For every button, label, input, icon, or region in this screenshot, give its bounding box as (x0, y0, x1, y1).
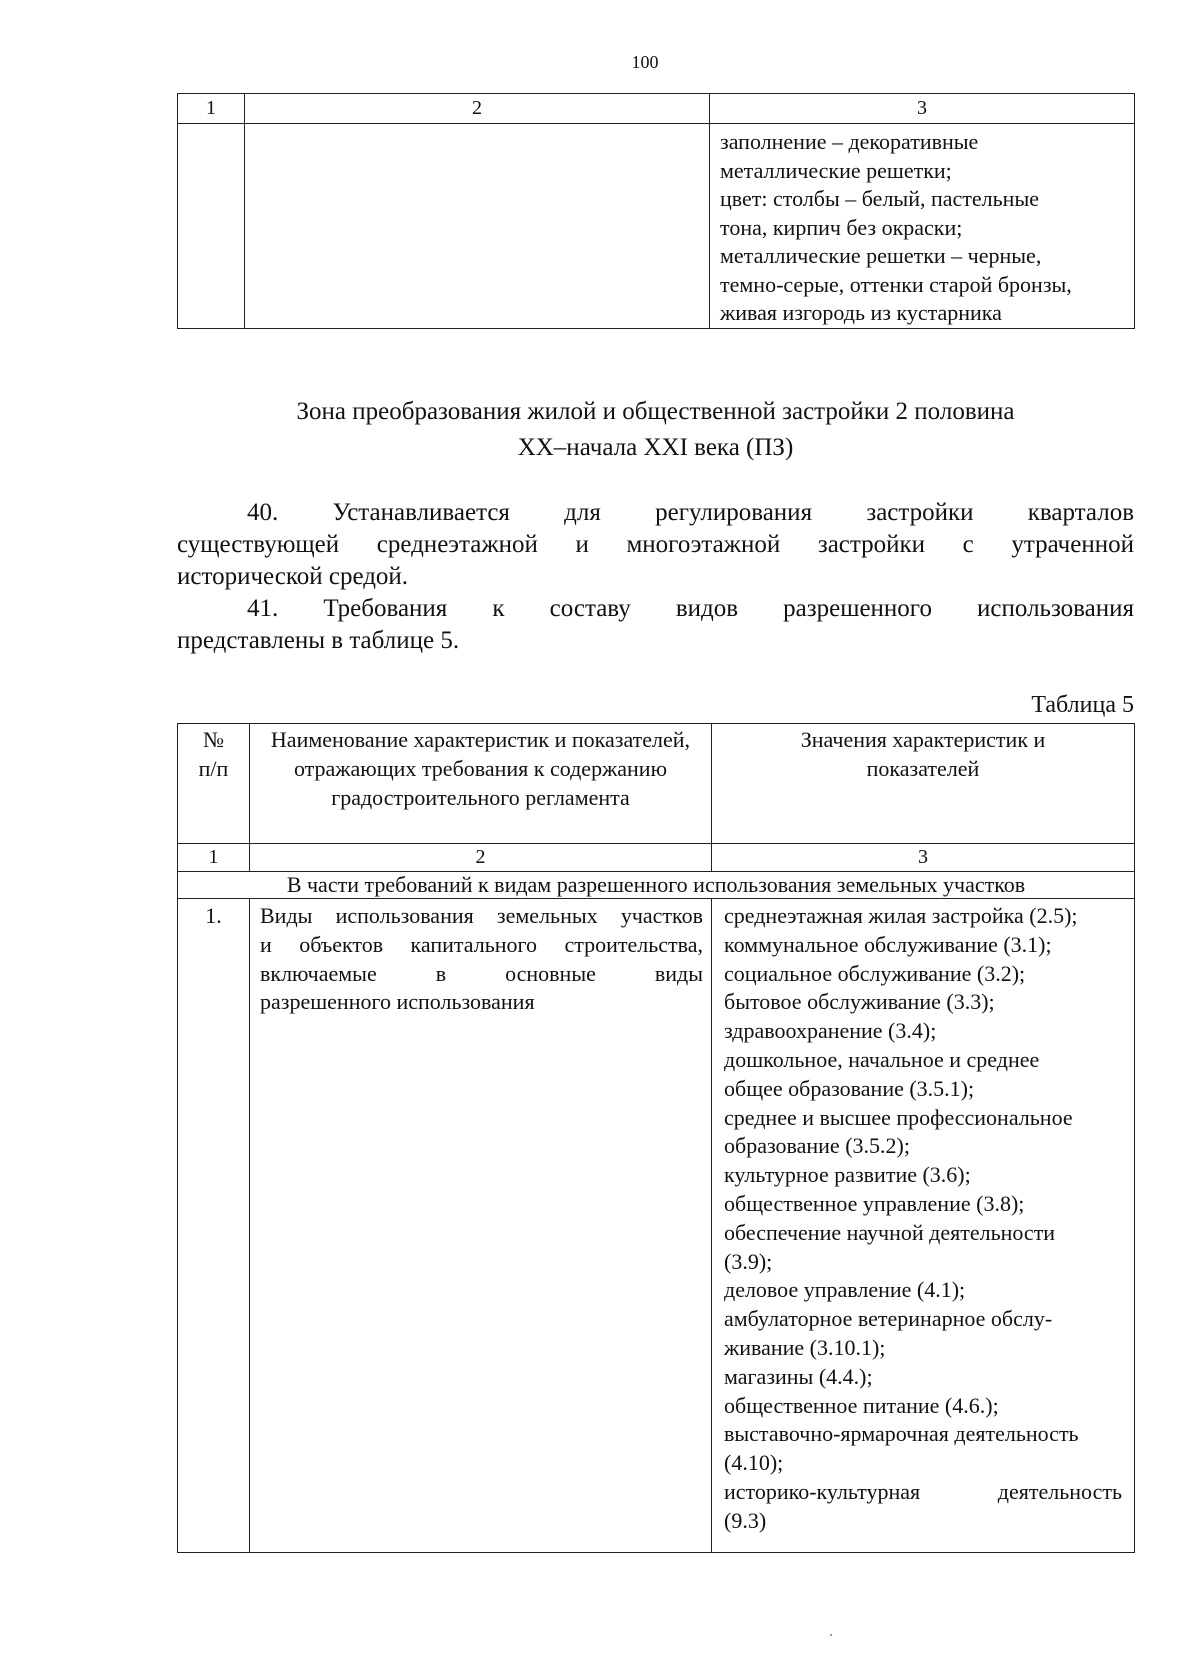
table-5 (177, 723, 1135, 1553)
zone-heading-line-2: XX–начала XXI века (ПЗ) (517, 434, 794, 461)
row-characteristic-name (250, 899, 712, 1553)
column-number-1: 1 (178, 844, 250, 872)
value-line: выставочно-ярмарочная деятельность (724, 1421, 1079, 1447)
text-line: и объектов капитального строительства, (260, 931, 703, 957)
text-line: тона, кирпич без окраски; (720, 214, 963, 240)
value-line: здравоохранение (3.4); (724, 1018, 937, 1044)
paragraph-40-line-2: существующей среднеэтажной и многоэтажной застройки с утраченной (177, 531, 1134, 558)
value-line: общественное управление (3.8); (724, 1190, 1025, 1216)
paragraph-41-line-1: 41. Требования к составу видов разрешенного использования (247, 595, 1134, 622)
value-line: магазины (4.4.); (724, 1363, 873, 1389)
column-number-1: 1 (178, 94, 245, 124)
text-line: живая изгородь из кустарника (720, 300, 1002, 325)
page-number: 100 (631, 52, 659, 72)
continued-table-row (178, 124, 1135, 329)
header-number (178, 724, 250, 844)
section-title: В части требований к видам разрешенного использования земельных участков (178, 872, 1135, 899)
value-line: социальное обслуживание (3.2); (724, 960, 1026, 986)
value-line: дошкольное, начальное и среднее (724, 1046, 1040, 1072)
table-header-row (178, 724, 1135, 844)
row-number: 1. (178, 899, 250, 1553)
value-line: обеспечение научной деятельности (724, 1219, 1056, 1245)
column-numbers-row (178, 844, 1135, 872)
value-line: среднеэтажная жилая застройка (2.5); (724, 903, 1078, 928)
text-line: темно-серые, оттенки старой бронзы, (720, 271, 1072, 297)
text-line: Виды использования земельных участков (260, 903, 703, 928)
value-line: культурное развитие (3.6); (724, 1162, 971, 1188)
column-number-3: 3 (710, 94, 1135, 124)
header-number-text: № п/п (198, 727, 229, 781)
value-line: (9.3) (724, 1507, 767, 1533)
value-line: коммунальное обслуживание (3.1); (724, 931, 1052, 957)
value-line: амбулаторное ветеринарное обслу- (724, 1306, 1053, 1332)
paragraph-40-line-1: 40. Устанавливается для регулирования застройки кварталов (247, 499, 1134, 526)
text-line: металлические решетки – черные, (720, 243, 1042, 268)
zone-heading-line-1: Зона преобразования жилой и общественной застройки 2 половина (296, 398, 1015, 425)
value-line: общее образование (3.5.1); (724, 1075, 975, 1101)
column-number-3: 3 (712, 844, 1135, 872)
fence-requirements-cell (710, 124, 1135, 329)
text-line: разрешенного использования (260, 989, 535, 1015)
continued-table (177, 93, 1135, 329)
paragraph-40-line-3: исторической средой. (177, 563, 409, 590)
value-line: (3.9); (724, 1248, 773, 1274)
text-line: цвет: столбы – белый, пастельные (720, 186, 1039, 211)
text-line: заполнение – декоративные (720, 129, 979, 154)
table-row (178, 899, 1135, 1553)
paragraph-41-line-2: представлены в таблице 5. (177, 627, 460, 654)
empty-cell (245, 124, 710, 329)
text-line: металлические решетки; (720, 157, 952, 183)
value-line: живание (3.10.1); (724, 1334, 886, 1360)
continued-table-header-row (178, 94, 1135, 124)
column-number-2: 2 (250, 844, 712, 872)
value-line: историко-культурная деятельность (724, 1478, 1122, 1504)
value-line: деловое управление (4.1); (724, 1277, 966, 1303)
header-characteristic-name: Наименование характеристик и показателей, отражающих требования к содержанию градостроительного регламента (250, 724, 712, 844)
table-caption: Таблица 5 (1031, 692, 1134, 718)
value-line: образование (3.5.2); (724, 1133, 910, 1159)
text-line: включаемые в основные виды (260, 960, 703, 986)
scan-speck (830, 1634, 832, 1636)
value-line: общественное питание (4.6.); (724, 1392, 999, 1418)
value-line: (4.10); (724, 1450, 784, 1476)
header-characteristic-values: Значения характеристик и показателей (712, 724, 1135, 844)
value-line: среднее и высшее профессиональное (724, 1104, 1073, 1130)
row-characteristic-values (712, 899, 1135, 1553)
empty-cell (178, 124, 245, 329)
value-line: бытовое обслуживание (3.3); (724, 989, 995, 1015)
section-row (178, 872, 1135, 899)
column-number-2: 2 (245, 94, 710, 124)
